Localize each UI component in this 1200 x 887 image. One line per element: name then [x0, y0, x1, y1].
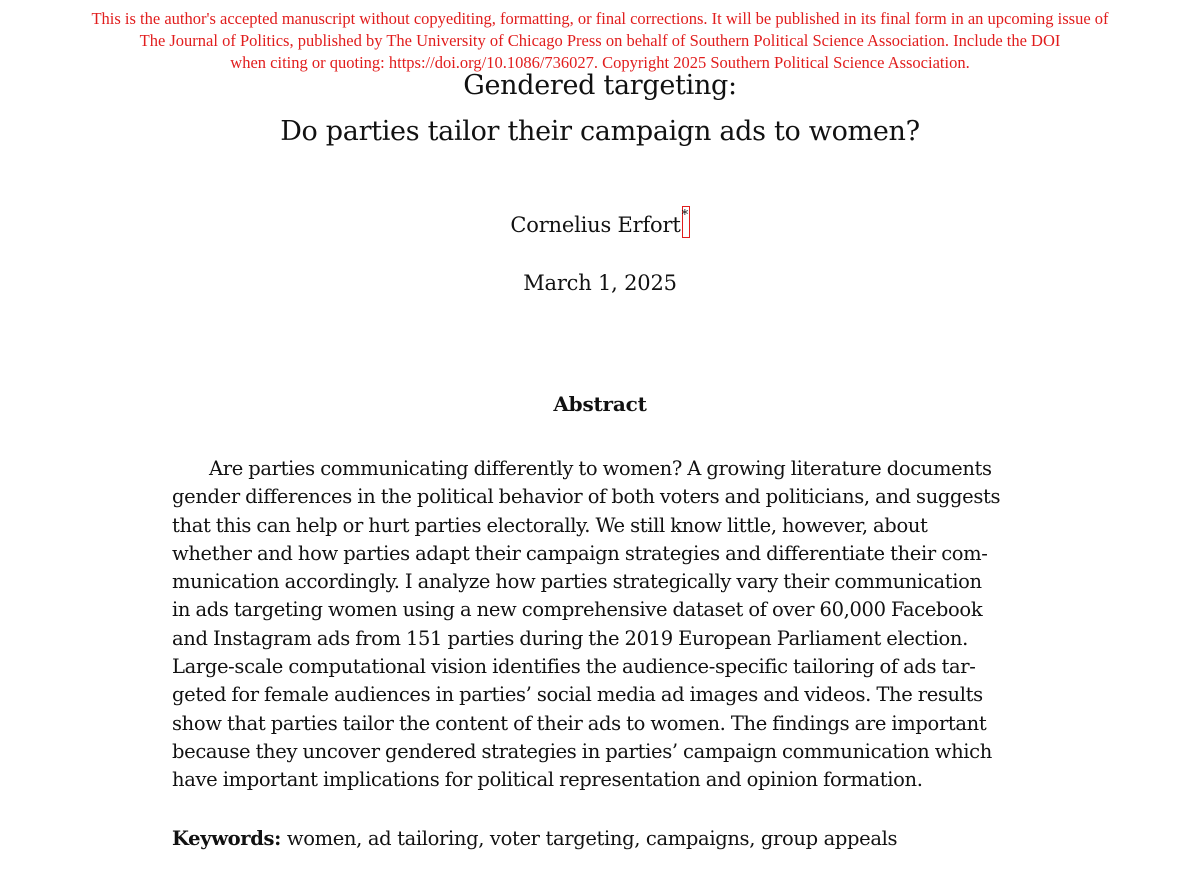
publication-notice	[0, 8, 1200, 74]
keywords-label: Keywords:	[172, 827, 281, 850]
keywords-line	[172, 824, 897, 854]
abstract-line: Large-scale computational vision identifies the audience-specific tailoring of ads tar-	[172, 655, 976, 679]
abstract-line: Are parties communicating differently to women? A growing literature documents	[209, 457, 992, 480]
author-footnote-link[interactable]	[682, 206, 690, 238]
abstract-line: munication accordingly. I analyze how parties strategically vary their communication	[172, 570, 982, 594]
footnote-mark: *	[681, 208, 689, 223]
notice-line-1: This is the author's accepted manuscript without copyediting, formatting, or final corrections. It will be published in its final form in an upcoming issue of	[91, 9, 1109, 28]
abstract-line: in ads targeting women using a new comprehensive dataset of over 60,000 Facebook	[172, 598, 983, 622]
abstract-line: have important implications for political representation and opinion formation.	[172, 768, 923, 792]
keywords-text: women, ad tailoring, voter targeting, campaigns, group appeals	[286, 827, 898, 850]
abstract-line: show that parties tailor the content of their ads to women. The findings are important	[172, 711, 987, 735]
abstract-line: gender differences in the political behavior of both voters and politicians, and suggests	[172, 485, 1001, 509]
author-name: Cornelius Erfort	[510, 213, 681, 237]
abstract-line: whether and how parties adapt their campaign strategies and differentiate their com-	[172, 541, 988, 565]
abstract-line: and Instagram ads from 151 parties during the 2019 European Parliament election.	[172, 626, 968, 650]
paper-title-line-1: Gendered targeting:	[463, 70, 737, 101]
author-line	[0, 210, 1200, 242]
notice-line-3: when citing or quoting: https://doi.org/10.1086/736027. Copyright 2025 Southern Political Science Association.	[230, 53, 970, 72]
abstract-body	[172, 455, 1032, 795]
abstract-line: that this can help or hurt parties electorally. We still know little, however, about	[172, 513, 928, 537]
abstract-heading: Abstract	[553, 392, 647, 416]
publication-date: March 1, 2025	[523, 271, 677, 295]
abstract-line: because they uncover gendered strategies in parties’ campaign communication which	[172, 739, 992, 763]
abstract-line: geted for female audiences in parties’ social media ad images and videos. The results	[172, 683, 983, 707]
paper-title-line-2: Do parties tailor their campaign ads to women?	[280, 116, 920, 147]
notice-line-2: The Journal of Politics, published by The University of Chicago Press on behalf of Southern Political Science Association. Include the DOI	[139, 31, 1061, 50]
